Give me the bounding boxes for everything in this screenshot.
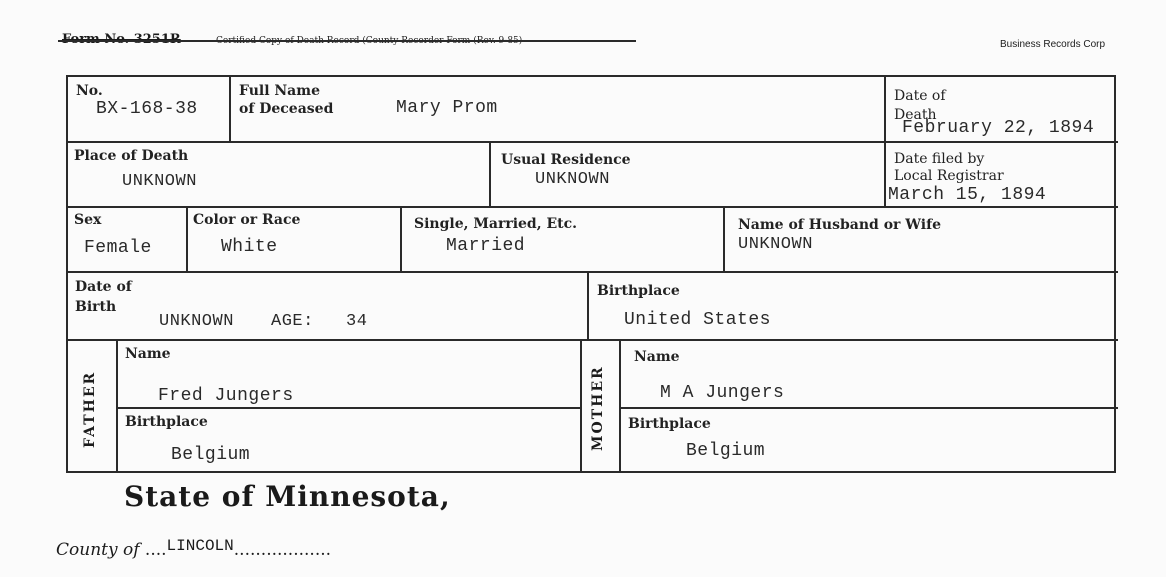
col-divider bbox=[400, 206, 402, 272]
date-filed-value: March 15, 1894 bbox=[888, 185, 1047, 205]
state-title: State of Minnesota, bbox=[124, 480, 451, 513]
row-divider bbox=[116, 407, 582, 409]
county-value: LINCOLN bbox=[166, 537, 234, 555]
date-of-death-label-2: Death bbox=[894, 107, 937, 123]
record-number-value: BX-168-38 bbox=[96, 99, 198, 119]
col-divider bbox=[884, 75, 886, 208]
birthplace-label: Birthplace bbox=[597, 283, 680, 299]
mother-birthplace-label: Birthplace bbox=[628, 416, 711, 432]
col-divider bbox=[186, 206, 188, 272]
usual-residence-value: UNKNOWN bbox=[535, 170, 610, 189]
county-label: County of bbox=[56, 540, 140, 560]
marital-status-label: Single, Married, Etc. bbox=[414, 216, 577, 232]
row-divider bbox=[66, 141, 1118, 143]
county-line bbox=[56, 537, 332, 560]
father-side-label: FATHER bbox=[82, 370, 98, 448]
col-divider bbox=[619, 339, 621, 473]
col-divider bbox=[229, 75, 231, 142]
mother-name-value: M A Jungers bbox=[660, 383, 785, 403]
place-of-death-label: Place of Death bbox=[74, 148, 189, 164]
father-name-value: Fred Jungers bbox=[158, 386, 294, 406]
header-strike bbox=[58, 40, 636, 42]
row-divider bbox=[66, 339, 1118, 341]
father-birthplace-value: Belgium bbox=[171, 445, 251, 465]
col-divider bbox=[587, 271, 589, 341]
col-divider bbox=[580, 339, 582, 473]
date-of-death-label: Date of bbox=[894, 88, 946, 104]
date-of-birth-value: UNKNOWN bbox=[159, 312, 234, 331]
race-label: Color or Race bbox=[193, 212, 301, 228]
spouse-name-value: UNKNOWN bbox=[738, 235, 813, 254]
full-name-label: Full Name bbox=[239, 83, 320, 99]
age-value: 34 bbox=[346, 312, 368, 331]
date-of-birth-label: Date of bbox=[75, 279, 132, 295]
county-dots-trailing: .................. bbox=[233, 540, 332, 560]
father-name-label: Name bbox=[125, 346, 171, 362]
date-of-birth-label-2: Birth bbox=[75, 299, 117, 315]
usual-residence-label: Usual Residence bbox=[501, 152, 631, 168]
publisher-name: Business Records Corp bbox=[1000, 39, 1106, 50]
date-of-death-value: February 22, 1894 bbox=[902, 118, 1095, 138]
row-divider bbox=[66, 271, 1118, 273]
date-filed-label: Date filed by bbox=[894, 151, 985, 167]
age-label: AGE: bbox=[271, 312, 314, 331]
col-divider bbox=[489, 141, 491, 208]
mother-name-label: Name bbox=[634, 349, 680, 365]
place-of-death-value: UNKNOWN bbox=[122, 172, 197, 191]
row-divider bbox=[66, 206, 1118, 208]
mother-side-label: MOTHER bbox=[590, 365, 606, 451]
birthplace-value: United States bbox=[624, 310, 771, 330]
sex-value: Female bbox=[84, 238, 152, 258]
full-name-label-2: of Deceased bbox=[239, 101, 334, 117]
county-dots: .... bbox=[144, 540, 167, 560]
col-divider bbox=[116, 339, 118, 473]
record-number-label: No. bbox=[76, 83, 103, 99]
deceased-name-value: Mary Prom bbox=[396, 98, 498, 118]
spouse-name-label: Name of Husband or Wife bbox=[738, 217, 941, 233]
marital-status-value: Married bbox=[446, 236, 526, 256]
father-birthplace-label: Birthplace bbox=[125, 414, 208, 430]
row-divider bbox=[619, 407, 1118, 409]
col-divider bbox=[723, 206, 725, 272]
mother-birthplace-value: Belgium bbox=[686, 441, 766, 461]
race-value: White bbox=[221, 237, 278, 257]
sex-label: Sex bbox=[74, 212, 102, 228]
date-filed-label-2: Local Registrar bbox=[894, 168, 1004, 184]
